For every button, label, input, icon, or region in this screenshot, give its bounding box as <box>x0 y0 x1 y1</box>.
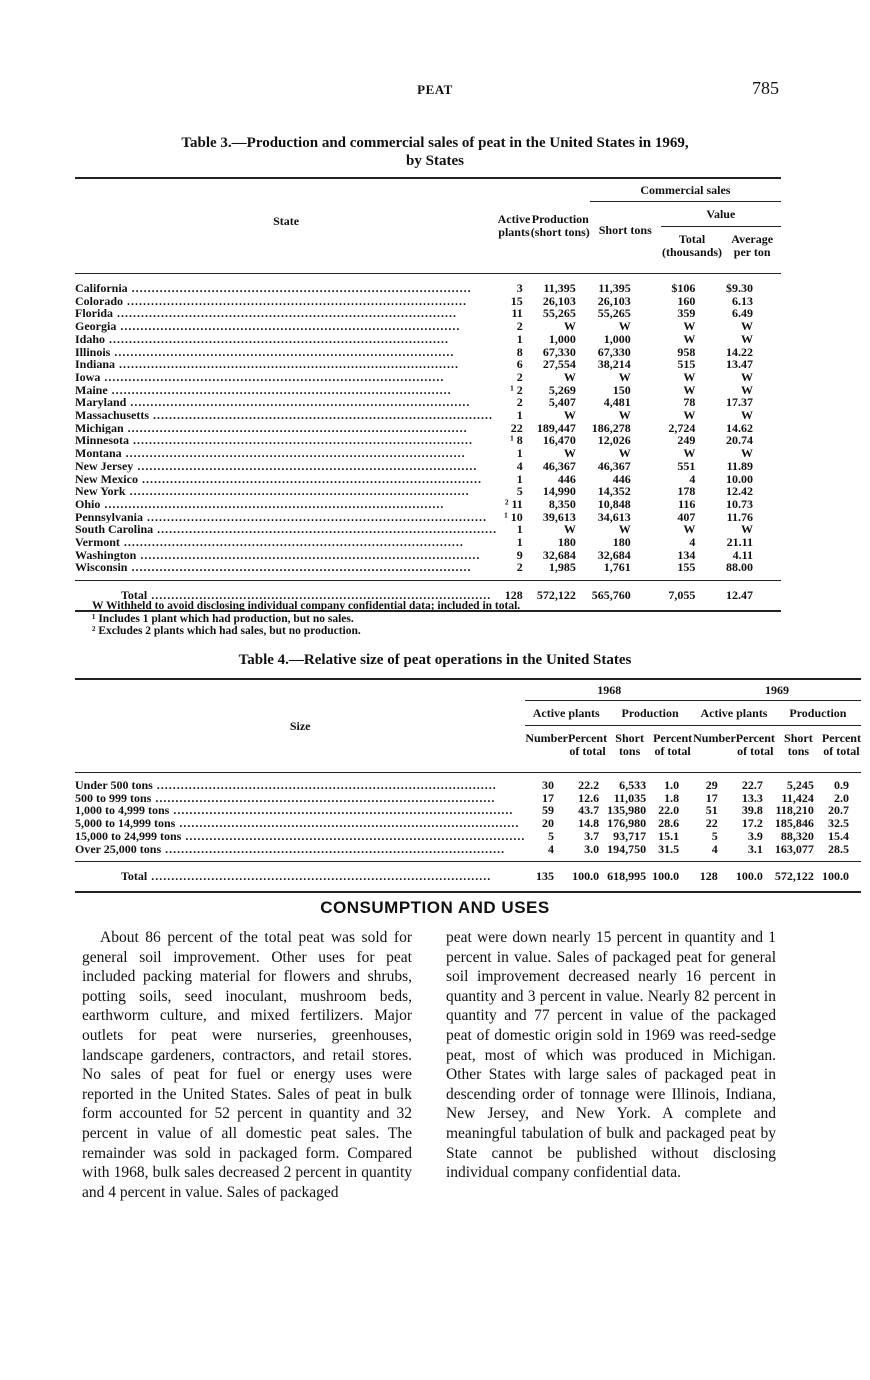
row-cell: 5,407 <box>548 395 576 410</box>
row-cell: 22.2 <box>578 778 600 792</box>
row-cell: 4 <box>711 841 718 856</box>
row-cell: 2,724 <box>668 420 696 435</box>
table-row <box>75 830 861 843</box>
row-cell: 155 <box>677 560 696 575</box>
table4 <box>75 678 861 893</box>
table4-caption: Table 4.—Relative size of peat operations in the United States <box>238 652 632 668</box>
row-label: Florida ..... <box>75 307 497 320</box>
row-cell: 1.8 <box>664 790 680 805</box>
row-cell: 160 <box>677 293 696 308</box>
col-total-thousands: Total (thousands) <box>662 232 723 259</box>
row-cell: 21.11 <box>726 535 753 550</box>
row-cell: 17.37 <box>726 395 753 410</box>
col-1969: 1969 <box>693 679 861 701</box>
row-label: 500 to 999 tons ..... <box>75 792 525 805</box>
row-cell: 150 <box>612 382 631 397</box>
table-row <box>75 817 861 830</box>
row-cell: 14,990 <box>542 484 576 499</box>
row-cell: W <box>618 408 631 423</box>
row-label: 5,000 to 14,999 tons ..... <box>75 817 525 830</box>
row-label: Maryland ..... <box>75 396 497 409</box>
row-cell: 4 <box>689 535 696 550</box>
row-cell: 194,750 <box>607 841 647 856</box>
row-cell: 15.1 <box>658 828 680 843</box>
row-label: Iowa ..... <box>75 371 497 384</box>
row-cell: 34,613 <box>597 509 631 524</box>
table-row <box>75 843 861 856</box>
col-short-tons: Short tons <box>784 731 813 758</box>
table-row <box>75 561 781 574</box>
row-cell: 2 <box>516 395 523 410</box>
row-cell: 12.42 <box>726 484 753 499</box>
table-row <box>75 447 781 460</box>
row-cell: W <box>563 369 576 384</box>
row-cell: 118,210 <box>775 803 814 818</box>
row-cell: 4 <box>516 458 523 473</box>
footnote-2: ² Excludes 2 plants which had sales, but no production. <box>92 625 361 637</box>
row-cell: 26,103 <box>597 293 631 308</box>
row-label: 15,000 to 24,999 tons ..... <box>75 830 525 843</box>
row-cell: ¹ 10 <box>504 509 523 524</box>
row-cell: 11,395 <box>598 281 631 295</box>
row-cell: 9 <box>516 547 523 562</box>
row-label: Maine ..... <box>75 384 497 397</box>
row-cell: 22 <box>510 420 523 435</box>
table-row <box>75 384 781 397</box>
col-1968-active-plants: Active plants <box>525 701 607 726</box>
table-row <box>75 396 781 409</box>
row-cell: 551 <box>677 458 696 473</box>
table-row <box>75 307 781 320</box>
table3-caption <box>0 134 870 170</box>
row-cell: W <box>741 319 753 334</box>
table-row <box>75 773 861 792</box>
row-label: New Jersey ..... <box>75 460 497 473</box>
row-cell: W <box>683 408 696 423</box>
row-label: Idaho ..... <box>75 333 497 346</box>
row-label: Minnesota ..... <box>75 434 497 447</box>
row-label: Massachusetts ..... <box>75 409 497 422</box>
table3-footnotes <box>92 600 520 638</box>
row-cell: 8,350 <box>548 496 576 511</box>
row-cell: 67,330 <box>542 344 576 359</box>
row-cell: 30 <box>542 778 555 792</box>
row-cell: 15 <box>510 293 523 308</box>
row-cell: 3 <box>516 281 523 295</box>
row-cell: 10,848 <box>597 496 631 511</box>
row-cell: W <box>683 382 696 397</box>
row-cell: W <box>683 522 696 537</box>
row-cell: 27,554 <box>542 357 576 372</box>
total-cell: 618,995 <box>607 869 647 884</box>
row-cell: 1 <box>516 408 523 423</box>
row-cell: W <box>741 522 753 537</box>
row-cell: 55,265 <box>542 306 576 321</box>
table-row <box>75 333 781 346</box>
row-cell: 446 <box>612 471 631 486</box>
col-active-plants: Active plants <box>497 212 531 239</box>
row-cell: 28.6 <box>658 816 680 831</box>
total-cell: 7,055 <box>668 588 696 603</box>
row-cell: 5 <box>548 828 555 843</box>
row-cell: W <box>618 522 631 537</box>
row-cell: 1,985 <box>548 560 576 575</box>
row-cell: ¹ 8 <box>510 433 523 448</box>
col-percent: Percent of total <box>568 731 608 758</box>
row-cell: W <box>683 369 696 384</box>
total-cell: 128 <box>504 588 523 603</box>
row-cell: 39,613 <box>542 509 576 524</box>
col-number: Number <box>693 731 736 745</box>
row-cell: 446 <box>557 471 576 486</box>
row-cell: 11.89 <box>726 458 753 473</box>
row-cell: 26,103 <box>542 293 576 308</box>
row-cell: 3.9 <box>747 828 763 843</box>
table-row <box>75 346 781 359</box>
row-cell: W <box>618 319 631 334</box>
row-label: Washington ..... <box>75 549 497 562</box>
row-cell: 3.7 <box>584 828 600 843</box>
row-cell: 180 <box>612 535 631 550</box>
row-cell: 135,980 <box>607 803 647 818</box>
row-cell: W <box>683 319 696 334</box>
row-cell: 32,684 <box>542 547 576 562</box>
row-cell: W <box>563 446 576 461</box>
row-cell: 14,352 <box>597 484 631 499</box>
row-cell: 180 <box>557 535 576 550</box>
row-cell: 17.2 <box>741 816 763 831</box>
row-label: Under 500 tons ..... <box>75 773 525 792</box>
row-cell: 1 <box>516 446 523 461</box>
row-label: South Carolina ..... <box>75 523 497 536</box>
total-cell: 100.0 <box>821 869 849 884</box>
col-short-tons: Short tons <box>615 731 644 758</box>
row-cell: 17 <box>705 790 718 805</box>
row-label: Indiana ..... <box>75 358 497 371</box>
row-cell: 1 <box>516 535 523 550</box>
row-cell: 22.0 <box>658 803 680 818</box>
col-1969-production: Production <box>775 701 861 726</box>
table-row <box>75 511 781 524</box>
total-cell: 128 <box>699 869 718 884</box>
row-cell: 6 <box>516 357 523 372</box>
total-cell: 12.47 <box>726 588 753 603</box>
row-cell: 163,077 <box>774 841 814 856</box>
total-cell: 100.0 <box>735 869 763 884</box>
table-row <box>75 460 781 473</box>
total-label: Total ..... <box>75 862 525 893</box>
row-cell: W <box>683 331 696 346</box>
row-label: New Mexico ..... <box>75 473 497 486</box>
row-cell: 17 <box>542 790 555 805</box>
row-label: Wisconsin ..... <box>75 561 497 574</box>
row-cell: 5 <box>516 484 523 499</box>
table3-caption-line1: Table 3.—Production and commercial sales of peat in the United States in 1969, <box>181 135 689 151</box>
row-cell: 78 <box>683 395 696 410</box>
row-cell: 407 <box>677 509 696 524</box>
row-cell: 20 <box>542 816 555 831</box>
row-cell: W <box>683 446 696 461</box>
row-label: Colorado ..... <box>75 295 497 308</box>
row-cell: 43.7 <box>578 803 600 818</box>
row-cell: 5,269 <box>548 382 576 397</box>
table3 <box>75 177 781 612</box>
row-label: Montana ..... <box>75 447 497 460</box>
row-cell: 5 <box>711 828 718 843</box>
row-cell: 359 <box>677 306 696 321</box>
row-cell: 4.11 <box>732 547 753 562</box>
row-label: Michigan ..... <box>75 422 497 435</box>
row-cell: W <box>741 369 753 384</box>
row-cell: ² 11 <box>504 496 523 511</box>
row-cell: 11,035 <box>613 790 647 805</box>
row-cell: 13.3 <box>741 790 763 805</box>
col-1969-active-plants: Active plants <box>693 701 775 726</box>
row-cell: ¹ 2 <box>510 382 523 397</box>
row-cell: $9.30 <box>726 281 753 295</box>
total-label: Total ..... <box>75 581 497 612</box>
col-commercial-sales: Commercial sales <box>590 178 781 202</box>
row-cell: 1,000 <box>548 331 576 346</box>
row-cell: 15.4 <box>827 828 849 843</box>
row-cell: 1 <box>516 471 523 486</box>
row-cell: 12,026 <box>597 433 631 448</box>
row-cell: 16,470 <box>542 433 576 448</box>
row-cell: 55,265 <box>597 306 631 321</box>
row-cell: 10.00 <box>726 471 753 486</box>
section-title: CONSUMPTION AND USES <box>320 898 550 917</box>
total-cell: 572,122 <box>536 588 576 603</box>
row-cell: W <box>741 382 753 397</box>
row-cell: 4 <box>548 841 555 856</box>
table-row <box>75 473 781 486</box>
row-cell: 22 <box>705 816 718 831</box>
row-cell: W <box>741 446 753 461</box>
table-row <box>75 422 781 435</box>
row-cell: 1 <box>516 331 523 346</box>
table-row <box>75 485 781 498</box>
table-row <box>75 409 781 422</box>
row-cell: 46,367 <box>542 458 576 473</box>
row-cell: W <box>618 446 631 461</box>
total-cell: 100.0 <box>652 869 680 884</box>
table-row <box>75 274 781 295</box>
row-cell: 46,367 <box>597 458 631 473</box>
row-cell: 189,447 <box>536 420 576 435</box>
row-label: New York ..... <box>75 485 497 498</box>
row-cell: 6.49 <box>732 306 753 321</box>
row-label: Vermont ..... <box>75 536 497 549</box>
row-cell: 29 <box>705 778 718 792</box>
body-column-right: peat were down nearly 15 percent in quantity and 1 percent in value. Sales of packaged peat for general soil improvement decreased nearly 16 percent in quantity and 3 percent in value. Nearly 82 percent in quantity and 77 percent in value of the packaged peat of domestic origin sold in 1969 was reed-sedge peat, most of which was produced in Michigan. Other States with large sales of packaged peat in descending order of tonnage were Illinois, Indiana, New Jersey, and New York. A complete and meaningful tabulation of bulk and packaged peat by State cannot be published without disclosing individual company confidential data. <box>446 929 776 1182</box>
body-column-left: About 86 percent of the total peat was sold for general soil improvement. Other uses for peat included packing material for flowers and shrubs, potting soils, seed inoculant, mushroom beds, earthworm culture, and mixed fertilizers. Major outlets for peat were nurseries, greenhouses, landscape gardeners, contractors, and retail stores. No sales of peat for fuel or energy uses were reported in the United States. Sales of peat in bulk form accounted for 52 percent in quantity and 32 percent in value of all domestic peat sales. The remainder was sold in packaged form. Compared with 1968, bulk sales decreased 2 percent in quantity and 4 percent in value. Sales of packaged <box>82 929 412 1201</box>
row-cell: 2 <box>516 319 523 334</box>
page-number: 785 <box>752 78 779 98</box>
row-cell: 186,278 <box>591 420 631 435</box>
table-row <box>75 498 781 511</box>
row-cell: 4 <box>689 471 696 486</box>
row-label: Over 25,000 tons ..... <box>75 843 525 856</box>
col-number: Number <box>525 731 569 745</box>
row-cell: 14.8 <box>578 816 600 831</box>
row-cell: 8 <box>516 344 523 359</box>
col-state: State <box>273 214 300 228</box>
row-cell: 11 <box>511 306 523 321</box>
row-cell: 1 <box>516 522 523 537</box>
col-percent: Percent of total <box>735 731 775 758</box>
row-cell: 22.7 <box>741 778 763 792</box>
row-label: 1,000 to 4,999 tons ..... <box>75 804 525 817</box>
table-row <box>75 434 781 447</box>
row-cell: 1.0 <box>664 778 680 792</box>
table-row <box>75 549 781 562</box>
row-label: California ..... <box>75 274 497 295</box>
table3-caption-line2: by States <box>406 153 464 169</box>
row-cell: 13.47 <box>726 357 753 372</box>
row-cell: W <box>563 319 576 334</box>
row-cell: 14.62 <box>726 420 753 435</box>
col-value: Value <box>661 202 781 227</box>
row-cell: 6,533 <box>619 778 647 792</box>
row-label: Georgia ..... <box>75 320 497 333</box>
row-cell: 134 <box>677 547 696 562</box>
row-cell: 2.0 <box>833 790 849 805</box>
row-cell: 249 <box>677 433 696 448</box>
row-cell: 11,424 <box>781 790 814 805</box>
col-average-per-ton: Average per ton <box>731 232 774 259</box>
row-cell: 11,395 <box>543 281 576 295</box>
row-cell: 3.1 <box>747 841 763 856</box>
row-cell: 2 <box>516 369 523 384</box>
table-row <box>75 358 781 371</box>
row-cell: 6.13 <box>732 293 753 308</box>
footnote-w: W Withheld to avoid disclosing individual company confidential data; included in total. <box>92 600 521 612</box>
total-cell: 100.0 <box>572 869 600 884</box>
row-cell: 93,717 <box>613 828 647 843</box>
row-cell: 88,320 <box>780 828 814 843</box>
row-cell: W <box>741 331 753 346</box>
row-cell: 14.22 <box>726 344 753 359</box>
col-1968: 1968 <box>525 679 693 701</box>
row-cell: 176,980 <box>607 816 647 831</box>
table-row <box>75 295 781 308</box>
col-production: Production (short tons) <box>530 212 590 239</box>
row-cell: 67,330 <box>597 344 631 359</box>
row-cell: 0.9 <box>833 778 849 792</box>
row-cell: 20.7 <box>827 803 849 818</box>
row-cell: 51 <box>705 803 718 818</box>
row-cell: 185,846 <box>774 816 814 831</box>
col-1968-production: Production <box>607 701 693 726</box>
total-cell: 565,760 <box>591 588 631 603</box>
table-row <box>75 371 781 384</box>
row-cell: 59 <box>542 803 555 818</box>
row-cell: 88.00 <box>726 560 753 575</box>
col-percent: Percent of total <box>653 731 693 758</box>
row-cell: W <box>563 522 576 537</box>
row-cell: 1,761 <box>603 560 631 575</box>
col-percent: Percent of total <box>821 731 861 758</box>
row-cell: 31.5 <box>658 841 680 856</box>
table-row <box>75 320 781 333</box>
row-cell: 178 <box>677 484 696 499</box>
row-cell: 38,214 <box>597 357 631 372</box>
total-cell: 572,122 <box>774 869 814 884</box>
row-cell: W <box>563 408 576 423</box>
row-cell: $106 <box>671 281 696 295</box>
row-cell: 4,481 <box>603 395 631 410</box>
row-cell: 3.0 <box>584 841 600 856</box>
row-label: Pennsylvania ..... <box>75 511 497 524</box>
row-cell: 10.73 <box>726 496 753 511</box>
row-label: Illinois ..... <box>75 346 497 359</box>
col-size: Size <box>289 718 311 733</box>
row-cell: W <box>741 408 753 423</box>
total-cell: 135 <box>536 869 555 884</box>
table3-body <box>75 274 781 581</box>
footnote-1: ¹ Includes 1 plant which had production, but no sales. <box>92 612 354 625</box>
row-cell: 11.76 <box>726 509 753 524</box>
row-cell: W <box>618 369 631 384</box>
row-cell: 1,000 <box>603 331 631 346</box>
row-cell: 39.8 <box>741 803 763 818</box>
row-cell: 12.6 <box>578 790 600 805</box>
table-row <box>75 523 781 536</box>
table4-body <box>75 773 861 862</box>
row-cell: 32.5 <box>827 816 849 831</box>
row-cell: 32,684 <box>597 547 631 562</box>
row-cell: 116 <box>678 496 696 511</box>
row-cell: 958 <box>677 344 696 359</box>
row-label: Ohio ..... <box>75 498 497 511</box>
running-header-title: PEAT <box>417 82 453 97</box>
row-cell: 28.5 <box>827 841 849 856</box>
row-cell: 5,245 <box>786 778 814 792</box>
row-cell: 515 <box>677 357 696 372</box>
row-cell: 2 <box>516 560 523 575</box>
col-short-tons: Short tons <box>598 223 652 237</box>
table-row <box>75 536 781 549</box>
row-cell: 20.74 <box>726 433 753 448</box>
